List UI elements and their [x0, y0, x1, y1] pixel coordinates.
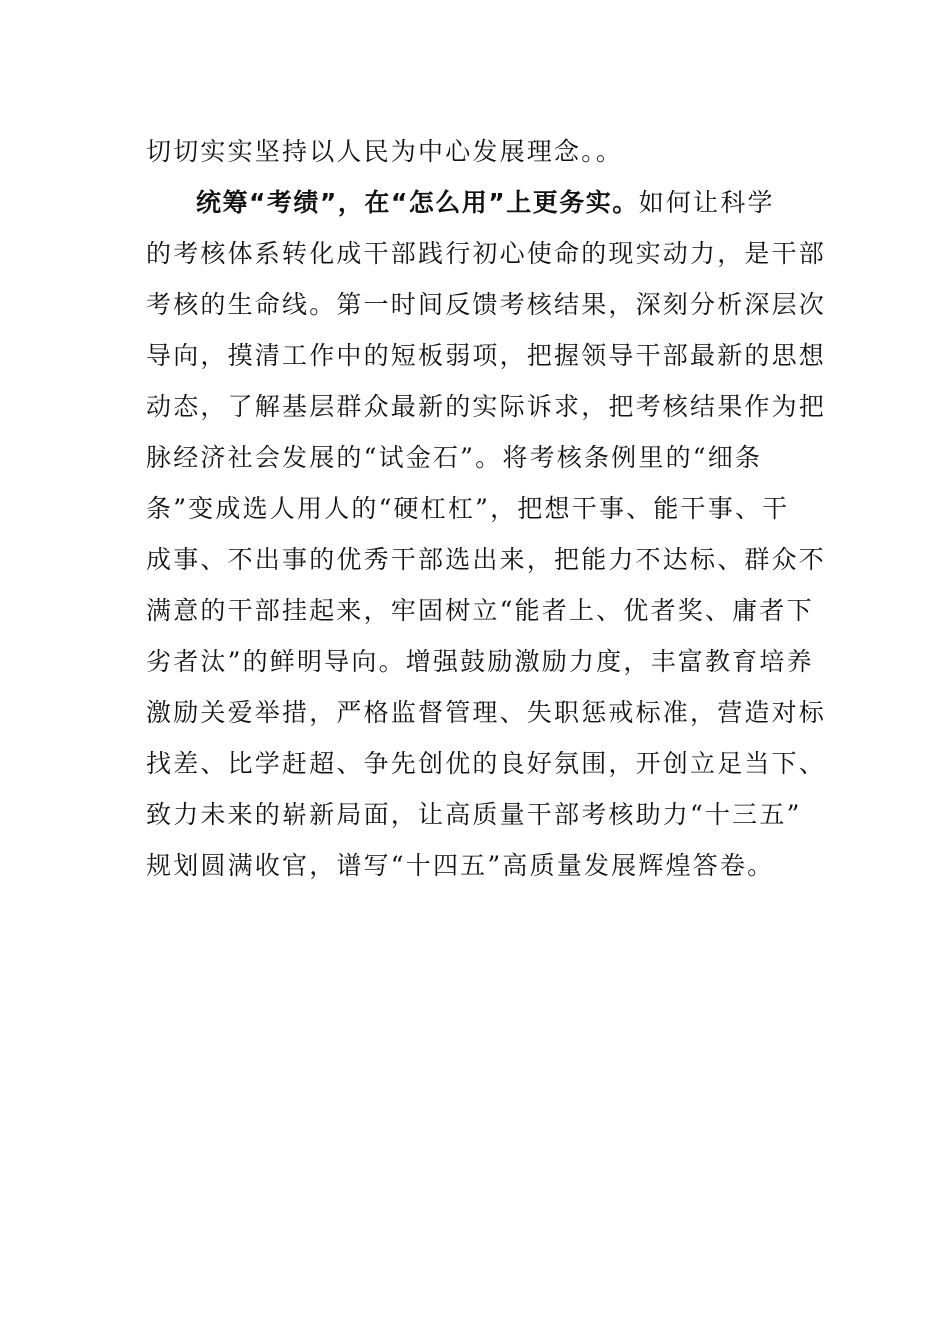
- paragraph-line: 成事、不出事的优秀干部选出来，把能力不达标、群众不: [146, 545, 827, 574]
- paragraph-line: 致力未来的崭新局面，让高质量干部考核助力“十三五”: [146, 800, 802, 829]
- paragraph-line: 考核的生命线。第一时间反馈考核结果，深刻分析深层次: [146, 290, 827, 319]
- paragraph-line: 激励关爱举措，严格监督管理、失职惩戒标准，营造对标: [146, 698, 827, 727]
- paragraph-first-line: [146, 177, 806, 228]
- paragraph-line: 的考核体系转化成干部践行初心使命的现实动力，是干部: [146, 239, 827, 268]
- text-body: [146, 126, 827, 891]
- paragraph-heading: 统筹“考绩”，在“怎么用”上更务实。: [196, 188, 639, 217]
- paragraph-line: 找差、比学赶超、争先创优的良好氛围，开创立足当下、: [146, 749, 827, 778]
- paragraph-line: 如何让科学: [638, 188, 775, 217]
- paragraph-line: 动态，了解基层群众最新的实际诉求，把考核结果作为把: [146, 392, 827, 421]
- continuation-line: 切切实实坚持以人民为中心发展理念。。: [146, 137, 624, 166]
- paragraph-line: 导向，摸清工作中的短板弱项，把握领导干部最新的思想: [146, 341, 827, 370]
- paragraph-line: 劣者汰”的鲜明导向。增强鼓励激励力度，丰富教育培养: [146, 647, 814, 676]
- paragraph-line: 规划圆满收官，谱写“十四五”高质量发展辉煌答卷。: [146, 851, 775, 880]
- paragraph-line: 条”变成选人用人的“硬杠杠”，把想干事、能干事、干: [146, 494, 790, 523]
- paragraph-line: 满意的干部挂起来，牢固树立“能者上、优者奖、庸者下: [146, 596, 814, 625]
- paragraph-line: 脉经济社会发展的“试金石”。将考核条例里的“细条: [146, 443, 763, 472]
